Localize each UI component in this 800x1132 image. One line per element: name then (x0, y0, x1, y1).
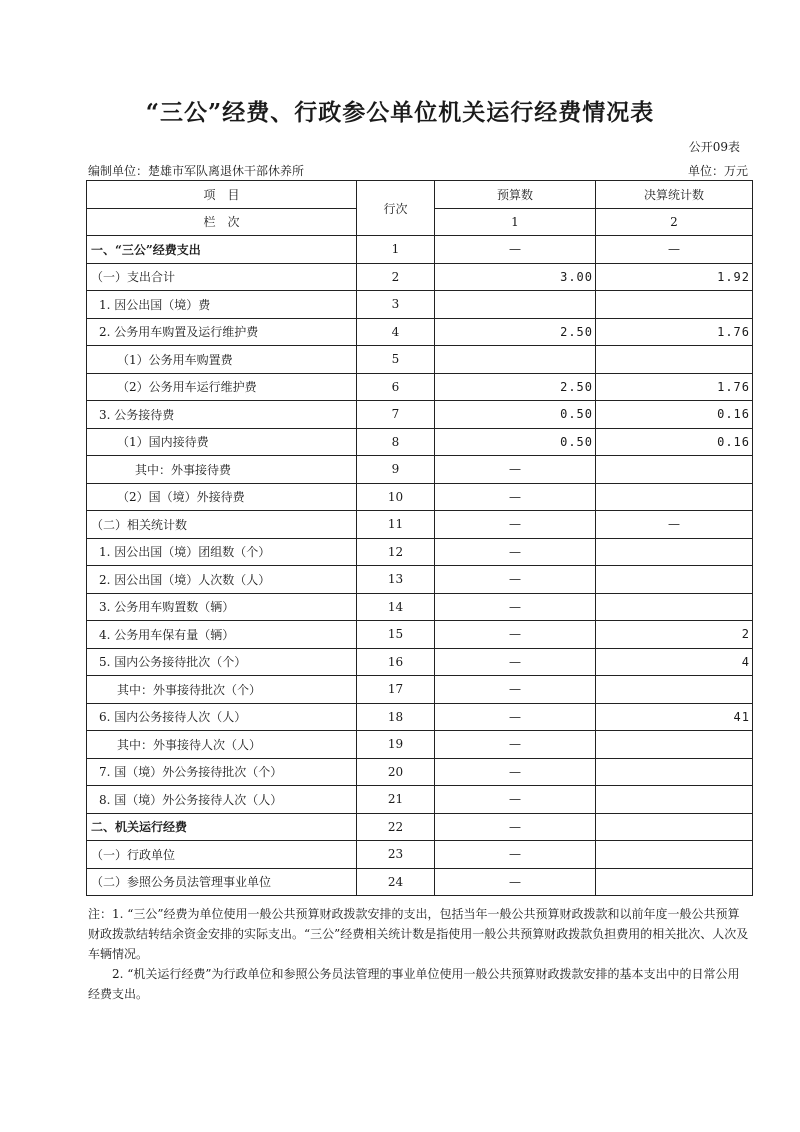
row-number: 12 (357, 538, 435, 566)
row-final (596, 483, 753, 511)
row-number: 17 (357, 676, 435, 704)
header-row (87, 181, 753, 209)
row-budget: — (435, 456, 596, 484)
row-number: 1 (357, 236, 435, 264)
row-final (596, 538, 753, 566)
table-row (87, 786, 753, 814)
row-item: 二、机关运行经费 (87, 813, 357, 841)
table-row (87, 318, 753, 346)
row-item: 3. 公务接待费 (87, 401, 357, 429)
row-budget: — (435, 236, 596, 264)
row-item: 2. 公务用车购置及运行维护费 (87, 318, 357, 346)
row-number: 15 (357, 621, 435, 649)
row-item: 1. 因公出国（境）团组数（个） (87, 538, 357, 566)
row-final (596, 346, 753, 374)
page-title: “三公”经费、行政参公单位机关运行经费情况表 (145, 99, 655, 126)
row-final (596, 813, 753, 841)
row-final (596, 676, 753, 704)
row-final: 0.16 (596, 428, 753, 456)
table-row (87, 758, 753, 786)
header-lanci: 栏 次 (87, 208, 357, 236)
header-row-no: 行次 (357, 181, 435, 236)
row-final (596, 758, 753, 786)
row-item: （2）公务用车运行维护费 (87, 373, 357, 401)
row-final (596, 841, 753, 869)
row-budget (435, 346, 596, 374)
row-item: （1）国内接待费 (87, 428, 357, 456)
row-budget: — (435, 703, 596, 731)
row-final (596, 731, 753, 759)
row-item: 4. 公务用车保有量（辆） (87, 621, 357, 649)
table-row (87, 263, 753, 291)
note-2: 2. “机关运行经费”为行政单位和参照公务员法管理的事业单位使用一般公共预算财政拨款安排的基本支出中的日常公用经费支出。 (88, 967, 740, 1001)
row-final: 2 (596, 621, 753, 649)
row-item: 其中：外事接待人次（人） (87, 731, 357, 759)
header-final-col: 2 (596, 208, 753, 236)
table-row (87, 483, 753, 511)
organization-label: 编制单位：楚雄市军队离退休干部休养所 (88, 164, 305, 178)
table-row (87, 456, 753, 484)
table-row (87, 428, 753, 456)
row-final: 4 (596, 648, 753, 676)
row-budget: — (435, 813, 596, 841)
row-number: 13 (357, 566, 435, 594)
row-item: 其中：外事接待费 (87, 456, 357, 484)
row-budget: 3.00 (435, 263, 596, 291)
row-item: （一）支出合计 (87, 263, 357, 291)
row-item: 一、“三公”经费支出 (87, 236, 357, 264)
row-final (596, 456, 753, 484)
row-final (596, 786, 753, 814)
table-row (87, 868, 753, 896)
row-item: （二）参照公务员法管理事业单位 (87, 868, 357, 896)
row-budget: — (435, 511, 596, 539)
form-number: 公开09表 (688, 140, 740, 154)
row-budget: 2.50 (435, 373, 596, 401)
table-row (87, 511, 753, 539)
row-number: 5 (357, 346, 435, 374)
table-row (87, 373, 753, 401)
row-budget: — (435, 566, 596, 594)
row-item: 8. 国（境）外公务接待人次（人） (87, 786, 357, 814)
row-number: 2 (357, 263, 435, 291)
row-number: 16 (357, 648, 435, 676)
row-final (596, 566, 753, 594)
table-row (87, 236, 753, 264)
row-final: — (596, 236, 753, 264)
row-budget: — (435, 758, 596, 786)
row-item: （1）公务用车购置费 (87, 346, 357, 374)
row-item: （一）行政单位 (87, 841, 357, 869)
table-row (87, 731, 753, 759)
row-budget: — (435, 593, 596, 621)
table-row (87, 703, 753, 731)
table-row (87, 566, 753, 594)
row-number: 14 (357, 593, 435, 621)
header-final: 决算统计数 (596, 181, 753, 209)
row-number: 24 (357, 868, 435, 896)
row-number: 11 (357, 511, 435, 539)
table-row (87, 813, 753, 841)
row-item: （2）国（境）外接待费 (87, 483, 357, 511)
row-final: 41 (596, 703, 753, 731)
row-budget: 0.50 (435, 401, 596, 429)
table-row (87, 538, 753, 566)
row-final: — (596, 511, 753, 539)
row-number: 23 (357, 841, 435, 869)
unit-label: 单位：万元 (687, 164, 748, 178)
row-budget: — (435, 648, 596, 676)
row-final (596, 593, 753, 621)
header-budget: 预算数 (435, 181, 596, 209)
row-budget: — (435, 786, 596, 814)
row-number: 21 (357, 786, 435, 814)
row-number: 22 (357, 813, 435, 841)
table-row (87, 621, 753, 649)
row-number: 6 (357, 373, 435, 401)
row-item: 2. 因公出国（境）人次数（人） (87, 566, 357, 594)
row-number: 20 (357, 758, 435, 786)
row-item: （二）相关统计数 (87, 511, 357, 539)
note-1: 注：1. “三公”经费为单位使用一般公共预算财政拨款安排的支出，包括当年一般公共预算财政拨款和以前年度一般公共预算财政拨款结转结余资金安排的实际支出。“三公”经费相关统计数是指使用一般公共预算财政拨款负担费用的相关批次、人次及车辆情况。 (88, 907, 749, 961)
row-budget: 0.50 (435, 428, 596, 456)
row-number: 8 (357, 428, 435, 456)
row-number: 3 (357, 291, 435, 319)
row-final (596, 868, 753, 896)
row-number: 10 (357, 483, 435, 511)
row-number: 4 (357, 318, 435, 346)
table-row (87, 593, 753, 621)
row-budget: 2.50 (435, 318, 596, 346)
row-budget: — (435, 621, 596, 649)
row-number: 7 (357, 401, 435, 429)
row-item: 7. 国（境）外公务接待批次（个） (87, 758, 357, 786)
notes (88, 904, 750, 1004)
row-number: 9 (357, 456, 435, 484)
row-budget (435, 291, 596, 319)
row-final (596, 291, 753, 319)
table-row (87, 841, 753, 869)
header-item: 项 目 (87, 181, 357, 209)
row-final: 0.16 (596, 401, 753, 429)
row-item: 其中：外事接待批次（个） (87, 676, 357, 704)
table-row (87, 401, 753, 429)
row-final: 1.92 (596, 263, 753, 291)
row-number: 19 (357, 731, 435, 759)
header-budget-col: 1 (435, 208, 596, 236)
row-final: 1.76 (596, 373, 753, 401)
row-item: 3. 公务用车购置数（辆） (87, 593, 357, 621)
row-budget: — (435, 538, 596, 566)
expense-table (86, 180, 753, 896)
row-budget: — (435, 841, 596, 869)
table-row (87, 676, 753, 704)
table-row (87, 346, 753, 374)
row-item: 5. 国内公务接待批次（个） (87, 648, 357, 676)
row-budget: — (435, 868, 596, 896)
row-item: 6. 国内公务接待人次（人） (87, 703, 357, 731)
row-item: 1. 因公出国（境）费 (87, 291, 357, 319)
row-budget: — (435, 483, 596, 511)
row-budget: — (435, 676, 596, 704)
row-final: 1.76 (596, 318, 753, 346)
row-number: 18 (357, 703, 435, 731)
table-row (87, 648, 753, 676)
row-budget: — (435, 731, 596, 759)
table-row (87, 291, 753, 319)
